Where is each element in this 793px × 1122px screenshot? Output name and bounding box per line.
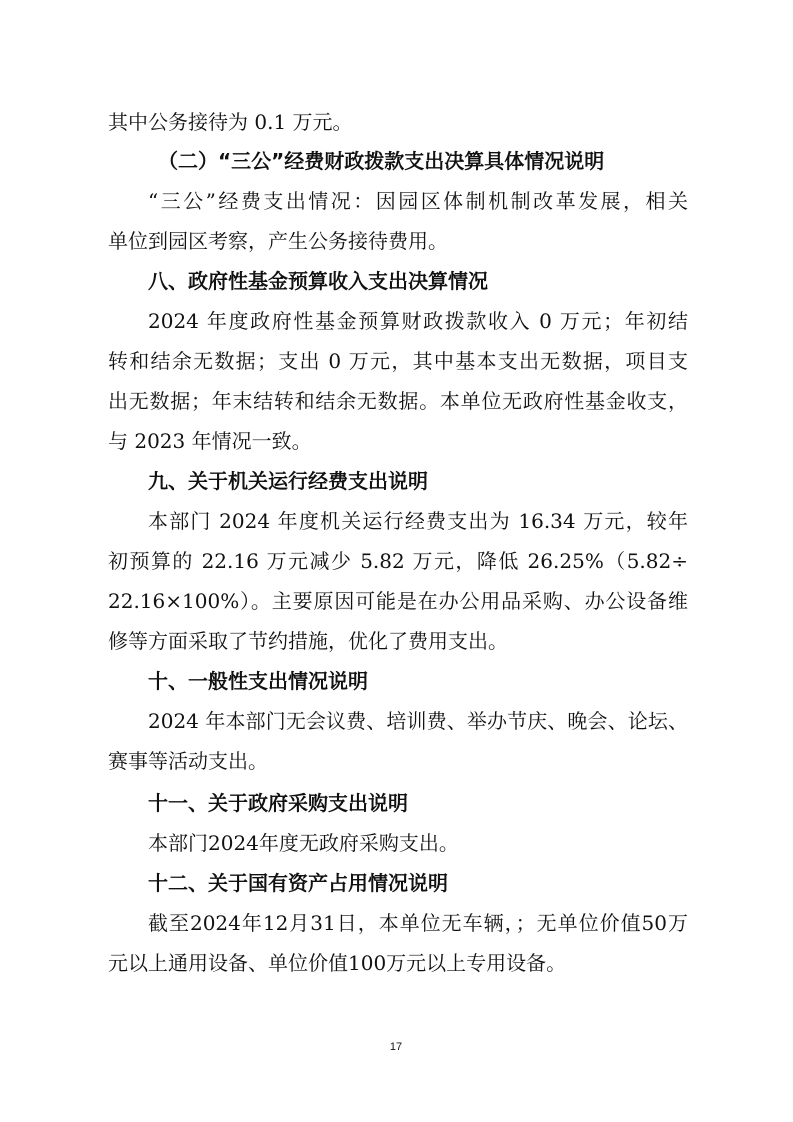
section-heading: 十一、关于政府采购支出说明 bbox=[148, 791, 408, 815]
section-heading: 八、政府性基金预算收入支出决算情况 bbox=[148, 269, 488, 293]
text-line: 22.16×100%）。主要原因可能是在办公用品采购、办公设备维 bbox=[108, 589, 688, 613]
text-line: 2024 年度政府性基金预算财政拨款收入 0 万元；年初结 bbox=[148, 309, 688, 333]
section-heading: 九、关于机关运行经费支出说明 bbox=[148, 469, 428, 493]
text-line: 本部门2024年度无政府采购支出。 bbox=[148, 831, 459, 855]
page-number: 17 bbox=[389, 1041, 403, 1053]
section-heading: 十、一般性支出情况说明 bbox=[148, 669, 368, 693]
text-line: 2024 年本部门无会议费、培训费、举办节庆、晚会、论坛、 bbox=[148, 709, 688, 733]
text-line: 本部门 2024 年度机关运行经费支出为 16.34 万元，较年 bbox=[148, 509, 688, 533]
subsection-heading: （二）“三公”经费财政拨款支出决算具体情况说明 bbox=[158, 149, 605, 173]
text-line: 元以上通用设备、单位价值100万元以上专用设备。 bbox=[108, 951, 567, 975]
text-line: 与 2023 年情况一致。 bbox=[108, 429, 312, 453]
text-line: 其中公务接待为 0.1 万元。 bbox=[108, 110, 353, 134]
text-line: 转和结余无数据；支出 0 万元，其中基本支出无数据，项目支 bbox=[108, 349, 688, 373]
text-line: 赛事等活动支出。 bbox=[108, 749, 268, 773]
text-line: “三公”经费支出情况：因园区体制机制改革发展，相关 bbox=[148, 189, 688, 213]
text-line: 单位到园区考察，产生公务接待费用。 bbox=[108, 229, 448, 253]
text-line: 初预算的 22.16 万元减少 5.82 万元，降低 26.25%（5.82÷ bbox=[108, 549, 688, 573]
text-line: 修等方面采取了节约措施，优化了费用支出。 bbox=[108, 629, 508, 653]
text-line: 出无数据；年末结转和结余无数据。本单位无政府性基金收支， bbox=[108, 389, 688, 413]
text-line: 截至2024年12月31日，本单位无车辆，；无单位价值50万 bbox=[148, 911, 688, 935]
section-heading: 十二、关于国有资产占用情况说明 bbox=[148, 871, 448, 895]
